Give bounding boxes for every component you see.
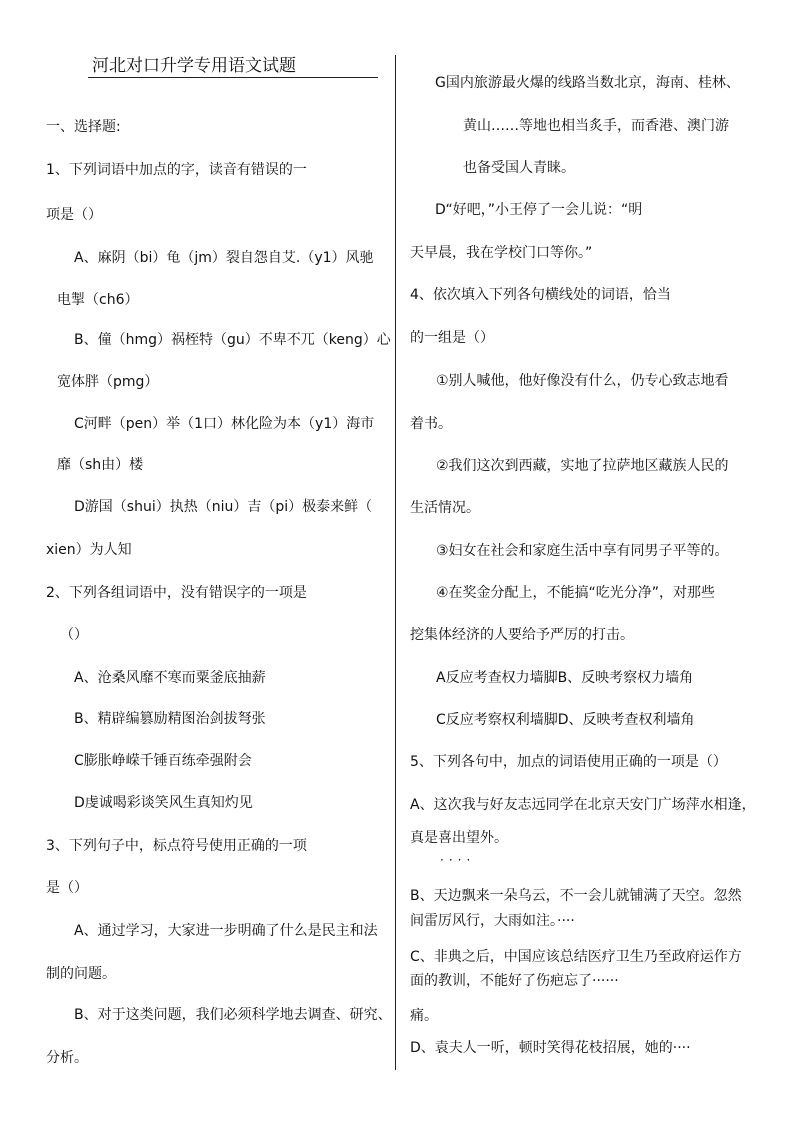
right-text-line: 天早晨，我在学校门口等你。” (410, 245, 593, 261)
left-text-line: 电掣（ch6） (57, 292, 139, 308)
left-text-line: 宽体胖（pmg） (57, 374, 159, 390)
left-text-line: D游国（shui）执热（niu）吉（pi）极泰来鲜（ (74, 499, 373, 515)
left-text-line: 1、下列词语中加点的字，读音有错误的一 (46, 162, 307, 178)
right-text-line: D“好吧，”小王停了一会儿说：“明 (435, 202, 643, 218)
right-text-line: 的一组是（） (410, 330, 494, 346)
right-text-line: 黄山……等地也相当炙手，而香港、澳门游 (463, 118, 729, 134)
left-text-line: 制的问题。 (46, 966, 116, 982)
left-text-line: 2、下列各组词语中，没有错误字的一项是 (46, 585, 307, 601)
left-text-line: 一、选择题: (46, 119, 121, 135)
right-text-line: A反应考查权力墙脚B、反映考察权力墙角 (436, 670, 694, 686)
column-divider (395, 55, 396, 1070)
page-title: 河北对口升学专用语文试题 (92, 56, 296, 76)
right-text-line: ③妇女在社会和家庭生活中享有同男子平等的。 (436, 543, 729, 559)
emphasis-dots: ···· (440, 853, 476, 867)
right-text-line: ④在奖金分配上，不能搞“吃光分净”，对那些 (436, 585, 716, 601)
right-text-line: 真是喜出望外。 (410, 830, 508, 846)
right-text-line: 挖集体经济的人要给予严厉的打击。 (410, 627, 634, 643)
right-text-line: 4、依次填入下列各句横线处的词语，恰当 (410, 287, 671, 303)
right-text-line: 5、下列各句中，加点的词语使用正确的一项是（） (410, 754, 727, 770)
right-text-line: D、袁夫人一听，顿时笑得花枝招展，她的···· (410, 1040, 691, 1056)
right-text-line: ①别人喊他，他好像没有什么，仍专心致志地看 (436, 373, 729, 389)
right-text-line: 面的教训，不能好了伤疤忘了······ (410, 973, 619, 989)
right-text-line: C反应考察权利墙脚D、反映考查权利墙角 (436, 712, 695, 728)
right-text-line: 生活情况。 (410, 500, 480, 516)
left-text-line: B、僮（hmg）祸桎特（gu）不卑不兀（keng）心 (74, 332, 391, 348)
left-text-line: 3、下列句子中，标点符号使用正确的一项 (46, 838, 307, 854)
left-text-line: （） (60, 627, 88, 643)
left-text-line: D虔诚喝彩谈笑风生真知灼见 (74, 795, 253, 811)
right-text-line: C、非典之后，中国应该总结医疗卫生乃至政府运作方 (410, 949, 742, 965)
left-text-line: 靡（sh由）楼 (57, 457, 144, 473)
left-text-line: 分析。 (46, 1050, 88, 1066)
right-text-line: 痛。 (410, 1008, 438, 1024)
right-text-line: ②我们这次到西藏，实地了拉萨地区藏族人民的 (436, 458, 729, 474)
left-text-line: A、沧桑风靡不寒而粟釜底抽薪 (74, 670, 266, 686)
left-text-line: xien）为人知 (46, 542, 132, 558)
title-underline (88, 77, 378, 78)
right-text-line: G国内旅游最火爆的线路当数北京，海南、桂林、 (435, 75, 740, 91)
left-text-line: A、麻阴（bi）龟（jm）裂自怨自艾.（y1）风驰 (74, 250, 374, 266)
right-text-line: A、这次我与好友志远同学在北京天安门广场萍水相逢， (410, 797, 756, 813)
left-text-line: 是（） (46, 880, 88, 896)
left-text-line: C膨胀峥嵘千锤百练牵强附会 (74, 753, 252, 769)
left-text-line: C河畔（pen）举（1口）林化险为本（y1）海市 (74, 416, 375, 432)
left-text-line: A、通过学习，大家进一步明确了什么是民主和法 (74, 923, 378, 939)
left-text-line: B、精辟编篡励精图治剑拔弩张 (74, 711, 266, 727)
left-text-line: 项是（） (46, 207, 102, 223)
right-text-line: B、天边飘来一朵乌云，不一会儿就铺满了天空。忽然 (410, 888, 742, 904)
right-text-line: 也备受国人青睐。 (463, 160, 575, 176)
left-text-line: B、对于这类问题，我们必须科学地去调查、研究、 (74, 1007, 392, 1023)
right-text-line: 间雷厉风行，大雨如注。···· (410, 913, 575, 929)
right-text-line: 着书。 (410, 416, 452, 432)
